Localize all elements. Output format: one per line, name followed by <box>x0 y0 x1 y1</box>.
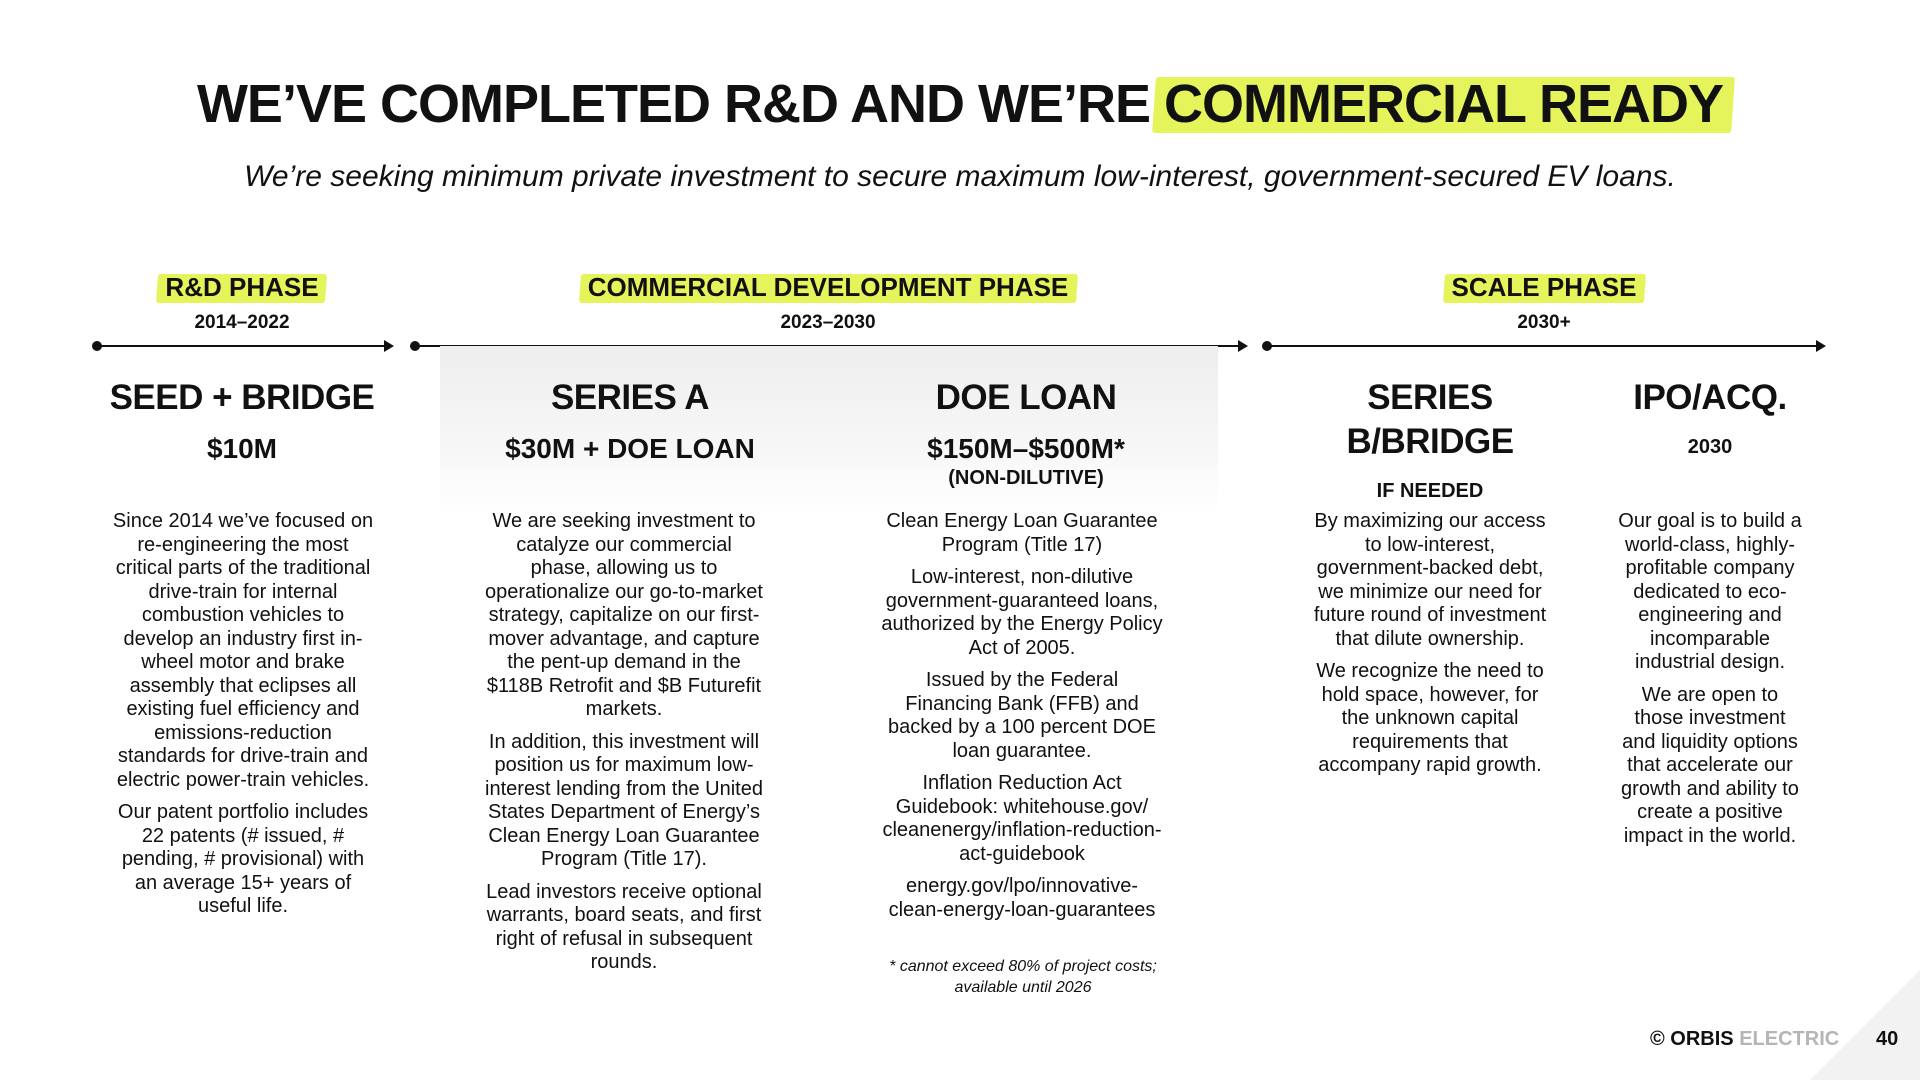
body-paragraph: In addition, this investment will position us for maximum low-interest lending from the United States Department of Energy’s Clean Energy Loan Guarantee Program (Title 17). <box>485 730 763 870</box>
column-amount: $30M + DOE LOAN <box>505 433 755 464</box>
column-doe-loan <box>866 376 1186 490</box>
body-paragraph: Clean Energy Loan Guarantee Program (Title 17) <box>886 510 1158 556</box>
timeline-rd <box>96 345 392 347</box>
column-series-a-body <box>484 510 764 984</box>
timeline-arrow <box>384 340 394 352</box>
body-paragraph: Since 2014 we’ve focused on re-engineering the most critical parts of the traditional drive-train for internal combustion vehicles to develop an industry first in-wheel motor and brake assembly that eclipses all existing fuel efficiency and emissions-reduction standards for drive-train and electric power-train vehicles. <box>112 510 374 791</box>
column-title: DOE LOAN <box>935 378 1117 417</box>
column-series-a <box>470 376 790 466</box>
timeline-dot <box>410 341 420 351</box>
brand-logo <box>1650 1028 1839 1051</box>
phase-scale-name: SCALE PHASE <box>1451 272 1637 302</box>
column-seed-bridge <box>92 376 392 466</box>
body-paragraph: Low-interest, non-dilutive government-guaranteed loans, authorized by the Energy Policy Act of 2005. <box>881 566 1163 659</box>
column-amount: $150M–$500M* <box>927 433 1125 464</box>
column-amount: IF NEEDED <box>1376 480 1484 502</box>
page-number: 40 <box>1876 1028 1899 1050</box>
column-title: SERIES B/BRIDGE <box>1346 378 1514 461</box>
phase-scale-years: 2030+ <box>1517 312 1571 333</box>
body-paragraph: Lead investors receive optional warrants, board seats, and first right of refusal in subsequent rounds. <box>486 880 762 973</box>
body-paragraph: Inflation Reduction Act Guidebook: whitehouse.gov/ cleanenergy/inflation-reduction-act-guidebook <box>882 772 1162 865</box>
column-series-b <box>1280 376 1580 504</box>
column-doe-loan-body <box>880 510 1164 931</box>
body-paragraph: Issued by the Federal Financing Bank (FFB) and backed by a 100 percent DOE loan guarantee. <box>888 669 1156 762</box>
body-paragraph: We recognize the need to hold space, however, for the unknown capital requirements that accompany rapid growth. <box>1316 660 1544 776</box>
body-paragraph: We are seeking investment to catalyze our commercial phase, allowing us to operationalize our go-to-market strategy, capitalize on our first-mover advantage, and capture the pent-up demand in the $118B Retrofit and $B Futurefit markets. <box>485 510 763 720</box>
body-paragraph: We are open to those investment and liquidity options that accelerate our growth and ability to create a positive impact in the world. <box>1621 683 1799 847</box>
column-seed-bridge-body <box>108 510 378 928</box>
timeline-dot <box>1262 341 1272 351</box>
page-subtitle: We’re seeking minimum private investment to secure maximum low-interest, government-secured EV loans. <box>244 160 1676 193</box>
column-series-b-body <box>1310 510 1550 787</box>
phase-commercial-years: 2023–2030 <box>780 312 876 333</box>
phase-rd-name: R&D PHASE <box>165 272 319 302</box>
timeline-dot <box>92 341 102 351</box>
column-title: IPO/ACQ. <box>1633 378 1787 417</box>
timeline-arrow <box>1238 340 1248 352</box>
title-main: WE’VE COMPLETED R&D AND WE’RE <box>196 74 1150 134</box>
phase-scale <box>1444 270 1644 334</box>
phase-commercial-name: COMMERCIAL DEVELOPMENT PHASE <box>587 272 1069 302</box>
column-amount: $10M <box>206 433 278 464</box>
brand-bold: © ORBIS <box>1650 1028 1734 1050</box>
body-paragraph: energy.gov/lpo/innovative-clean-energy-loan-guarantees <box>888 875 1156 921</box>
column-amount-sub: (NON-DILUTIVE) <box>948 467 1104 489</box>
body-paragraph: By maximizing our access to low-interest, government-backed debt, we minimize our need for future round of investment that dilute ownership. <box>1313 510 1547 650</box>
phase-rd <box>142 270 342 334</box>
title-highlight: COMMERCIAL READY <box>1164 74 1724 134</box>
body-paragraph: Our goal is to build a world-class, highly-profitable company dedicated to eco-engineering and incomparable industrial design. <box>1618 510 1802 673</box>
timeline-scale <box>1266 345 1824 347</box>
timeline-arrow <box>1816 340 1826 352</box>
column-title: SEED + BRIDGE <box>109 378 375 417</box>
phase-rd-years: 2014–2022 <box>194 312 290 333</box>
phase-commercial <box>578 270 1078 334</box>
column-title: SERIES A <box>550 378 710 417</box>
column-ipo <box>1600 376 1820 460</box>
page-title <box>0 72 1920 136</box>
column-amount: 2030 <box>1687 436 1733 458</box>
column-ipo-body <box>1616 510 1804 857</box>
body-paragraph: Our patent portfolio includes 22 patents (# issued, # pending, # provisional) with an average 15+ years of useful life. <box>117 801 369 917</box>
doe-loan-footnote: * cannot exceed 80% of project costs; available until 2026 <box>889 958 1157 996</box>
corner-decoration <box>1810 970 1920 1080</box>
brand-light: ELECTRIC <box>1739 1028 1840 1050</box>
